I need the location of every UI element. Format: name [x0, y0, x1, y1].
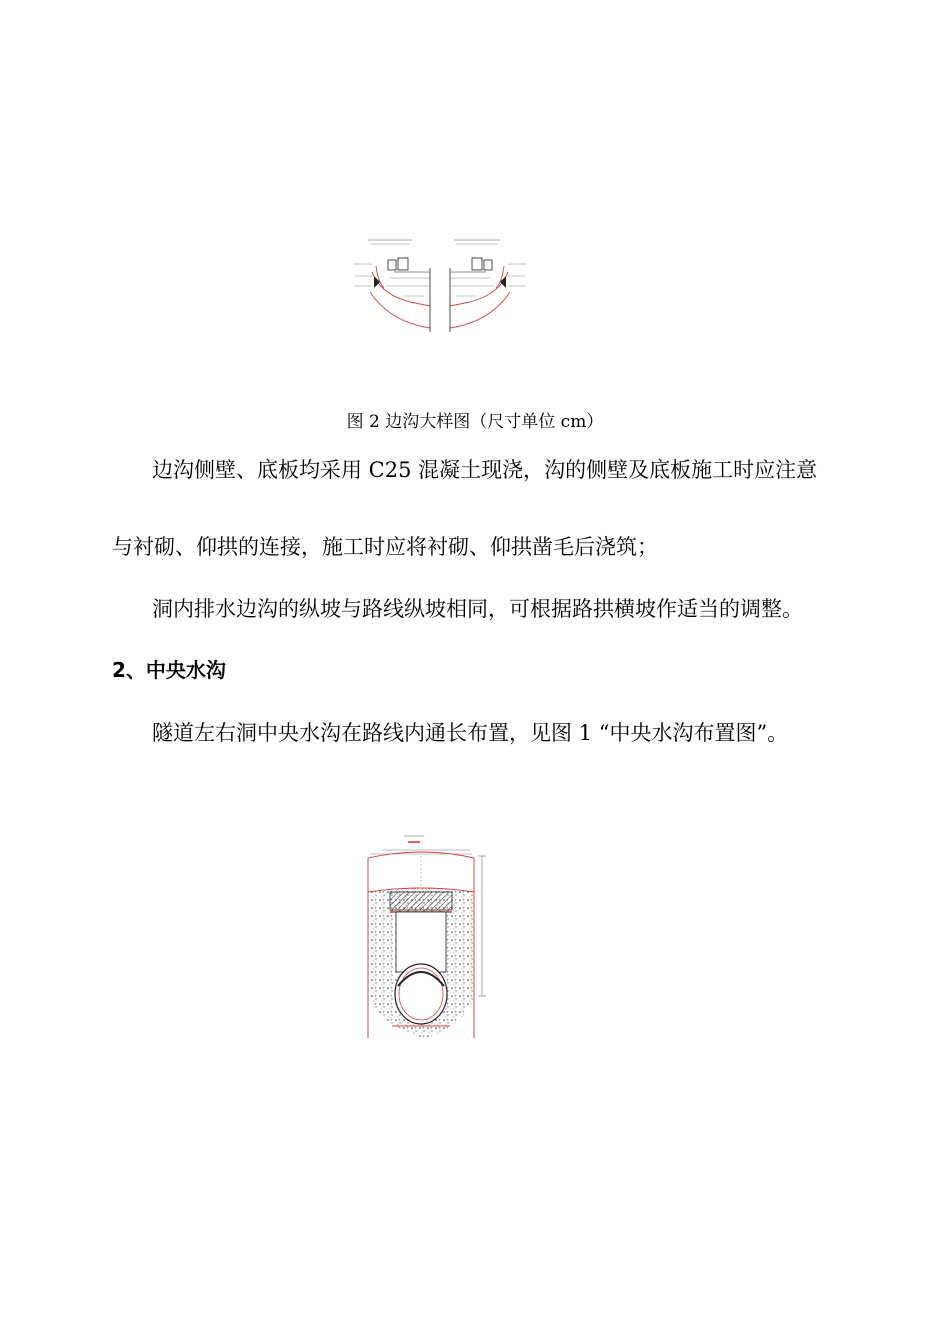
section-heading: 2、中央水沟: [112, 658, 226, 682]
paragraph-2: 洞内排水边沟的纵坡与路线纵坡相同，可根据路拱横坡作适当的调整。: [152, 597, 803, 621]
central-ditch-drawing: [362, 826, 492, 1040]
figure-2-caption: 图 2 边沟大样图（尺寸单位 cm）: [346, 412, 604, 432]
left-ditch-section: [354, 240, 430, 332]
figure-2-drawing: [350, 232, 530, 332]
paragraph-1-line-2: 与衬砌、仰拱的连接，施工时应将衬砌、仰拱凿毛后浇筑；: [112, 535, 658, 559]
right-ditch-section: [450, 240, 526, 332]
side-ditch-detail-svg: [350, 232, 530, 332]
paragraph-1-line-1: 边沟侧壁、底板均采用 C25 混凝土现浇，沟的侧壁及底板施工时应注意: [152, 458, 818, 482]
paragraph-3: 隧道左右洞中央水沟在路线内通长布置，见图 1 “中央水沟布置图”。: [152, 721, 789, 745]
central-ditch-svg: [362, 826, 492, 1040]
